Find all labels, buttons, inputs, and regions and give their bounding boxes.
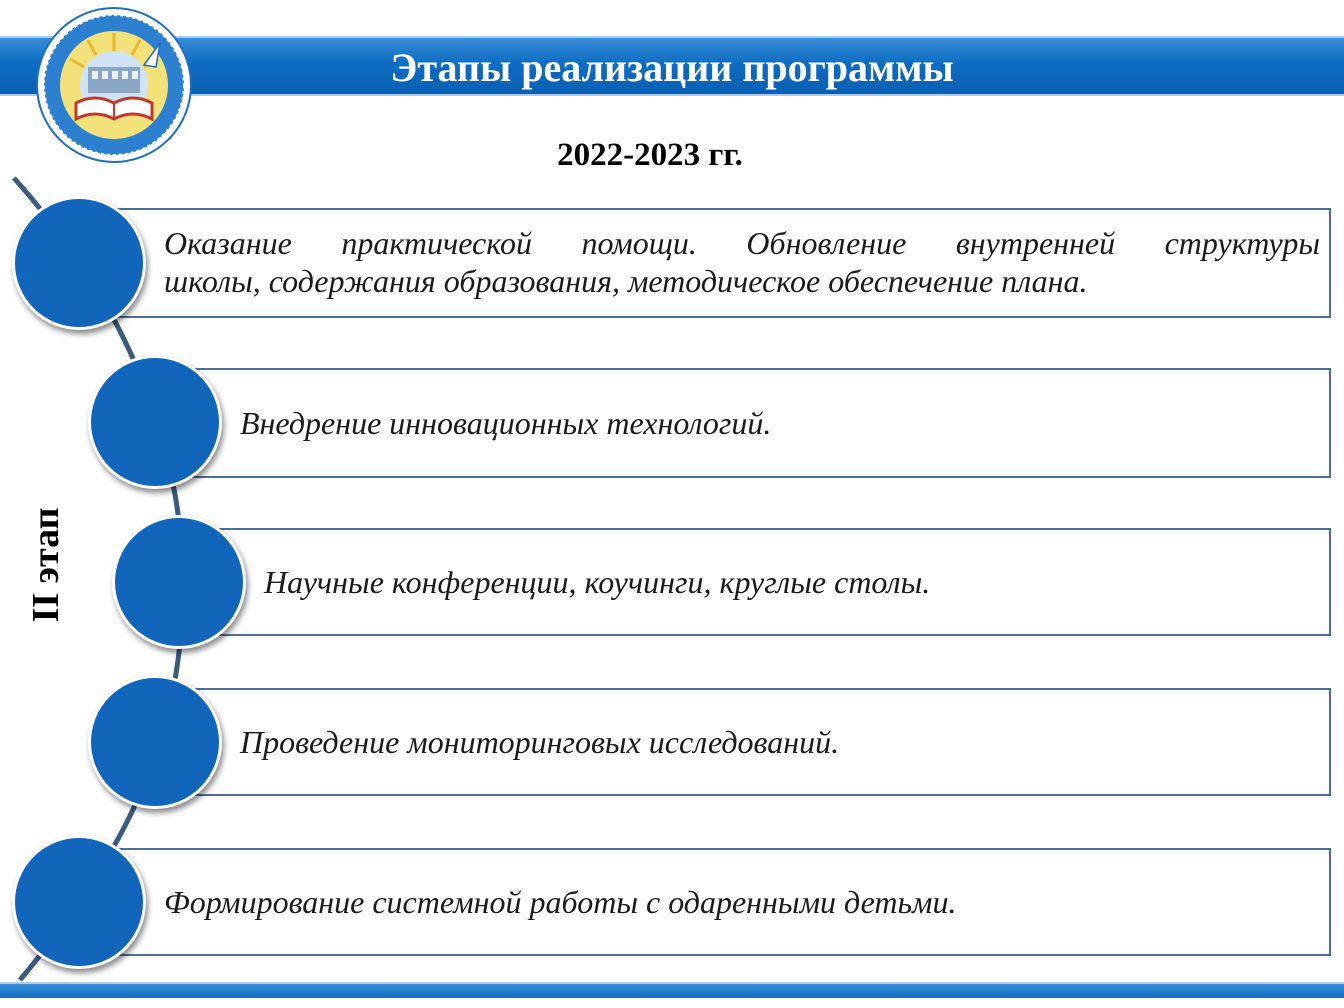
stage-bullet (12, 196, 146, 330)
stage-bullet (12, 835, 146, 969)
period-heading: 2022-2023 гг. (557, 137, 743, 173)
footer-bar (0, 982, 1344, 998)
stage-bullet (88, 675, 222, 809)
stage-item-text: Научные конференции, коучинги, круглые столы. (264, 564, 931, 600)
stage-item-text: Формирование системной работы с одаренными детьми. (164, 884, 957, 920)
page-title: Этапы реализации программы (390, 45, 954, 90)
stage-item-text (164, 224, 1320, 300)
stage-item-text: Проведение мониторинговых исследований. (240, 724, 840, 760)
stage-item-line2: школы, содержания образования, методическое обеспечение плана. (164, 263, 1088, 299)
stage-bullet (88, 355, 222, 489)
stage-item-text: Внедрение инновационных технологий. (240, 405, 772, 441)
stage-bullet (112, 515, 246, 649)
stage-label: II этап (25, 507, 67, 623)
stage-item-line1: Оказание практической помощи. Обновление внутренней структуры (164, 225, 1320, 261)
